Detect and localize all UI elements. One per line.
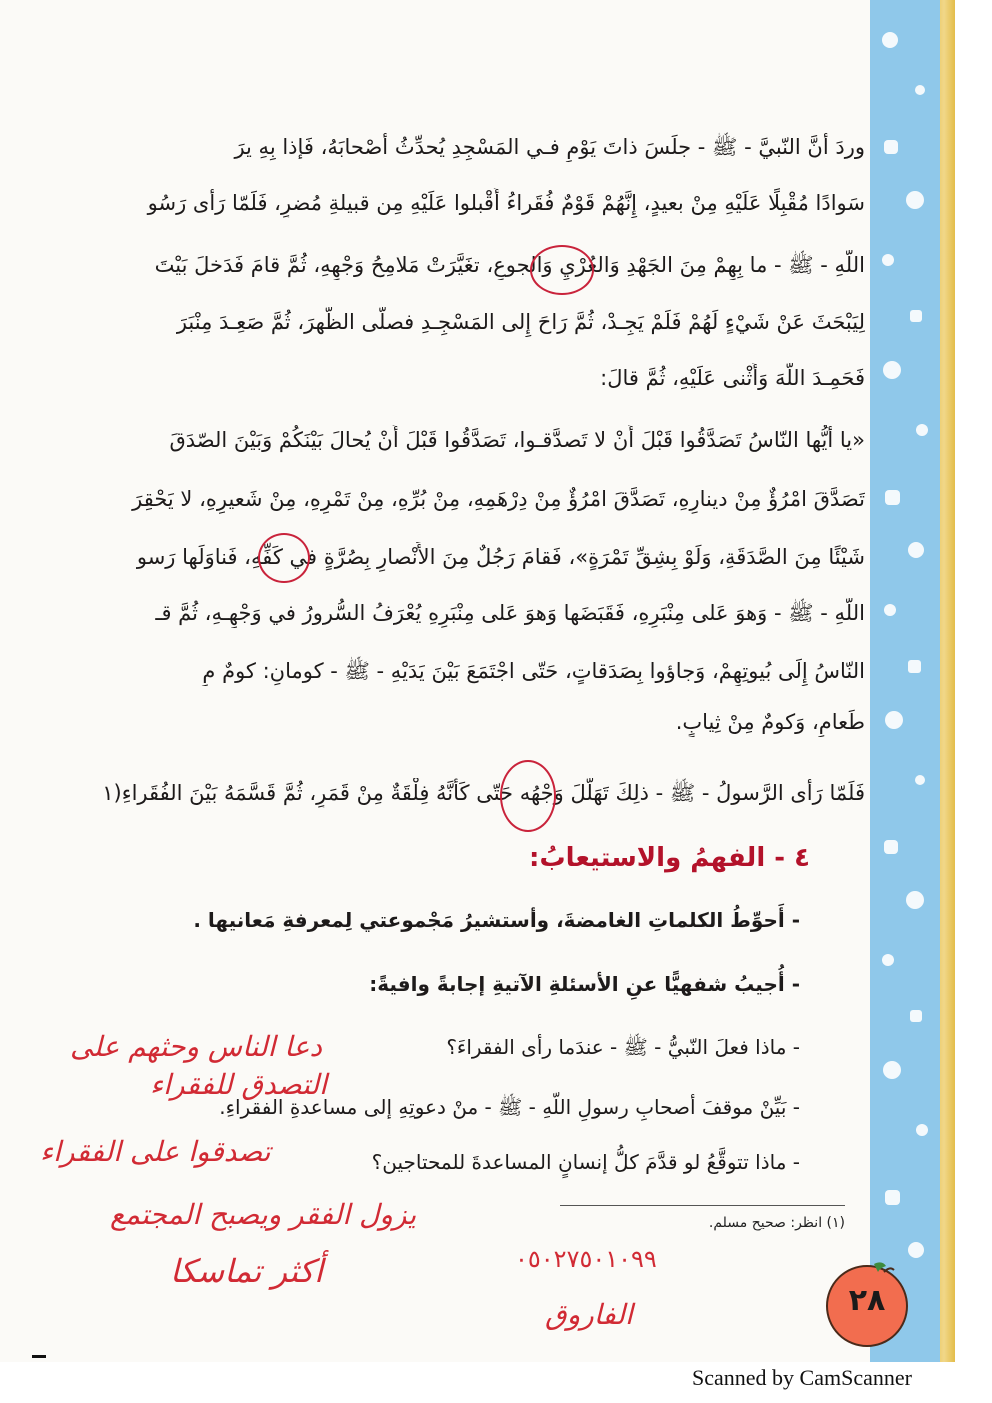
question-3: - ماذا تتوقَّعُ لو قدَّمَ كلُّ إنسانٍ المساعدةَ للمحتاجين؟ xyxy=(371,1150,800,1174)
handwritten-answer-3a: يزول الفقر ويصبح المجتمع xyxy=(110,1198,417,1231)
scanner-watermark: Scanned by CamScanner xyxy=(692,1365,912,1390)
quote-line-1: «يا أيُّها النّاسُ تَصَدَّقُوا قَبْلَ أَنْ لا تَصدَّقـوا، تَصَدَّقُوا قَبْلَ أَنْ يُحالَ بَيْنَكُمْ وَبَيْنَ الصّدَقَ xyxy=(169,428,865,452)
paragraph-line-5: فَحَمِـدَ اللّهَ وَأَثْنى عَلَيْهِ، ثُمَّ قالَ: xyxy=(600,366,865,390)
quote-line-4: اللّهِ - ﷺ - وَهوَ عَلى مِنْبَرِهِ، فَقَبَضَها وَهوَ عَلى مِنْبَرِهِ يُعْرَفُ السُّرورُ في وَجْهِـهِ، ثُمَّ قـ xyxy=(155,601,865,625)
question-1: - ماذا فعلَ النّبيُّ - ﷺ - عندَما رأى الفقراءَ؟ xyxy=(446,1035,800,1059)
paragraph-line-1: وردَ أنَّ النّبيَّ - ﷺ - جلَسَ ذاتَ يَوْمٍ فـي المَسْجِدِ يُحدِّثُ أصْحابَهُ، فَإذا بِهِ يرَ xyxy=(234,135,865,159)
handwritten-answer-1b: التصدق للفقراء xyxy=(150,1068,327,1101)
handwritten-answer-2: تصدقوا على الفقراء xyxy=(40,1135,271,1168)
section-heading: ٤ - الفهمُ والاستيعابُ: xyxy=(529,843,810,873)
footnote-divider xyxy=(560,1205,845,1206)
page-number: ٢٨ xyxy=(848,1283,886,1318)
word-circle-tahallala xyxy=(500,760,556,832)
paragraph-line-4: لِيَبْحَثَ عَنْ شَيْءٍ لَهُمْ فَلَمْ يَجِـدْ، ثُمَّ رَاحَ إِلى المَسْجِـدِ فصلّى الظُّهرَ، ثُمَّ صَعِـدَ مِنْبَرَ xyxy=(176,310,865,334)
handwritten-answer-3b: أكثر تماسكا xyxy=(170,1252,323,1290)
quote-line-3: شَيْئًا مِنَ الصَّدَقَةِ، وَلَوْ بِشِقِّ تَمْرَةٍ»، فَقامَ رَجُلٌ مِنَ الأَنْصارِ بِصُرَّةٍ في كَفِّهِ، فَناوَلَها رَسو xyxy=(136,545,865,569)
word-circle-jahd xyxy=(530,245,594,295)
bullet-circle-words: - أَحوِّطُ الكلماتِ الغامضةَ، وأستشيرُ مَجْموعتي لِمعرفةِ مَعانيها . xyxy=(193,908,800,932)
decorative-blue-border xyxy=(870,0,940,1362)
footnote: (١) انظر: صحيح مسلم. xyxy=(708,1215,845,1231)
quote-line-2: تَصَدَّقَ امْرُؤٌ مِنْ دينارِهِ، تَصَدَّقَ امْرُؤٌ مِنْ دِرْهَمِهِ، مِنْ بُرِّهِ، مِنْ تَمْرِهِ، مِنْ شَعيرِهِ، لا يَحْقِرَ xyxy=(132,487,865,511)
paragraph-line-3: اللّهِ - ﷺ - ما بِهِمْ مِنَ الجَهْدِ وَالعُرْيِ وَالجوعِ، تغَيَّرَتْ مَلامِحُ وَجْهِهِ، ثُمَّ قامَ فَدَخلَ بَيْتَ xyxy=(154,253,865,277)
scan-corner-mark xyxy=(32,1355,46,1358)
quote-line-5: النّاسُ إِلَى بُيوتِهِمْ، وَجاؤوا بِصَدَقاتٍ، حَتّى اجْتَمَعَ بَيْنَ يَدَيْهِ - ﷺ - كومانِ: كومٌ مِ xyxy=(202,659,865,683)
closing-line: فَلَمّا رَأى الرَّسولُ - ﷺ - ذلِكَ تَهَلَّلَ وَجْهُه حَتّى كَأَنَّهُ فِلْقَةٌ مِنْ قَمَرٍ، ثُمَّ قَسَّمَهُ بَيْنَ الفُقَراءِ(١ xyxy=(102,781,865,805)
white-dots-pattern xyxy=(870,0,940,1362)
question-2: - بَيِّنْ موقفَ أصحابِ رسولِ اللّهِ - ﷺ - منْ دعوتِهِ إلى مساعدةِ الفقراءِ. xyxy=(219,1095,800,1119)
handwritten-phone: ٠٥٠٢٧٥٠١٠٩٩ xyxy=(515,1245,657,1273)
bullet-oral-answers: - أُجيبُ شفهيًّا عنِ الأسئلةِ الآتيةِ إجابةً وافيةً: xyxy=(369,972,800,996)
handwritten-signature: الفاروق xyxy=(545,1298,633,1331)
quote-line-6: طَعامٍ، وَكومٌ مِنْ ثِيابٍ. xyxy=(675,710,865,734)
word-circle-surra xyxy=(258,533,310,583)
handwritten-answer-1a: دعا الناس وحثهم على xyxy=(70,1030,323,1063)
paragraph-line-2: سَوادًا مُقْبِلًا عَلَيْهِ مِنْ بعيدٍ، إِنَّهُمْ قَوْمٌ فُقَراءُ أَقْبلوا عَلَيْهِ مِن قبيلةِ مُضرٍ، فَلَمّا رَأى رَسُو xyxy=(147,191,865,215)
